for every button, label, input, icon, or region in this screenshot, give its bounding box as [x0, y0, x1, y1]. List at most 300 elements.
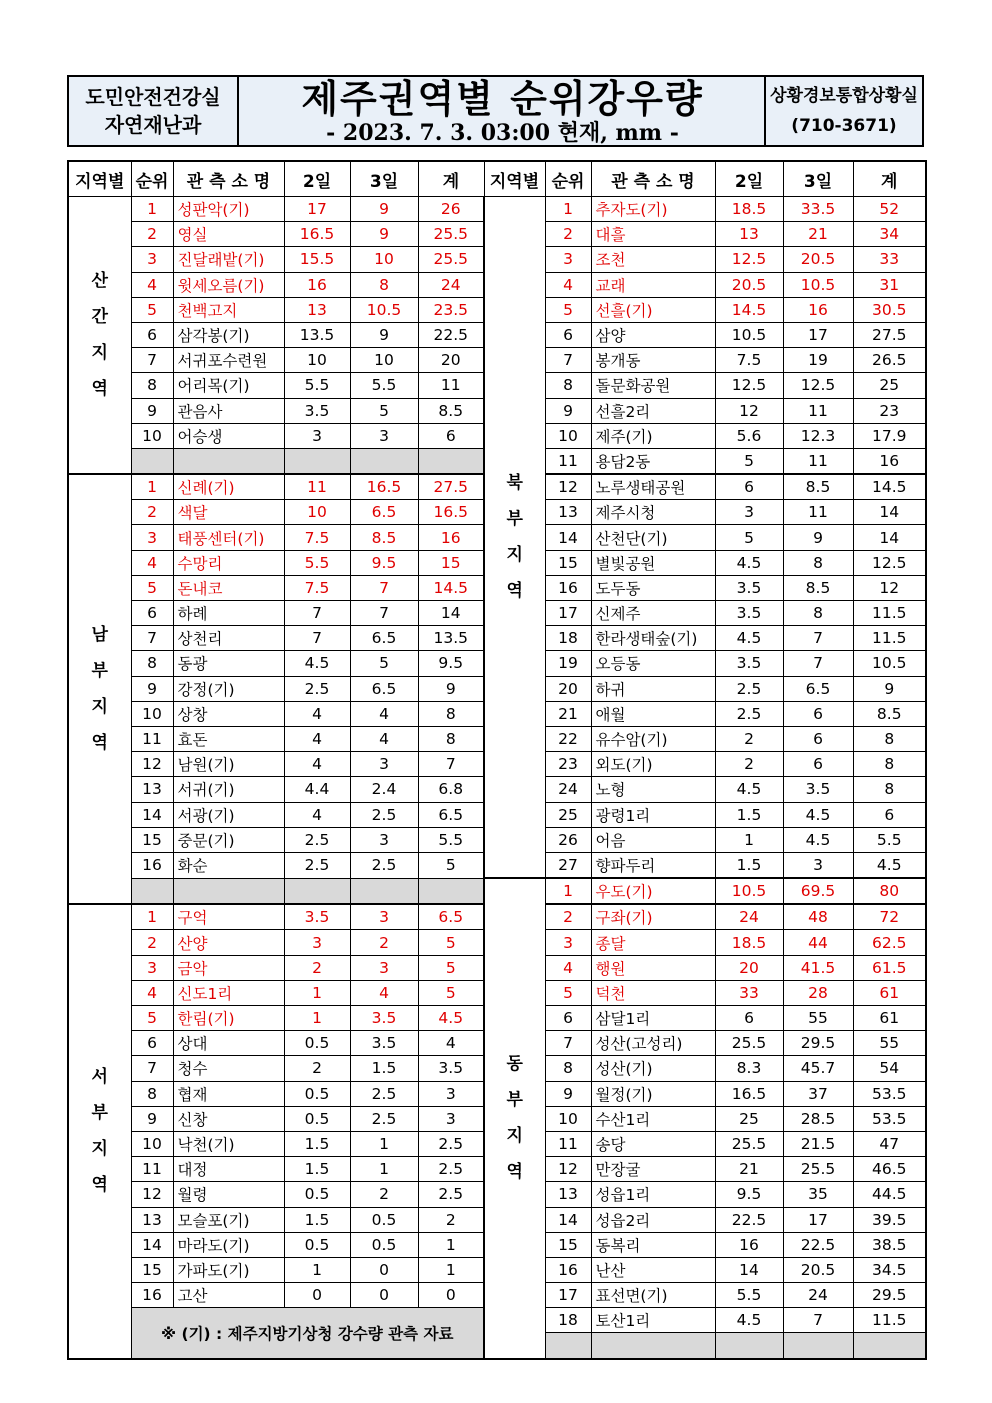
day3-value: 0 [350, 1283, 418, 1308]
total-value: 31 [853, 272, 926, 297]
day3-value: 10.5 [350, 297, 418, 322]
rank: 11 [131, 1157, 173, 1182]
station-name: 어음 [591, 827, 715, 852]
total-value: 6 [418, 423, 484, 448]
rank: 15 [131, 1257, 173, 1282]
station-name: 유수암(기) [591, 726, 715, 751]
day3-value: 29.5 [783, 1031, 853, 1056]
day3-value: 10 [350, 247, 418, 272]
station-name: 만장굴 [591, 1157, 715, 1182]
day3-value: 35 [783, 1182, 853, 1207]
day2-value: 5.5 [715, 1283, 783, 1308]
department-line1: 도민안전건강실 [85, 85, 221, 109]
column-header: 2일 [715, 161, 783, 197]
region-label-r1 [484, 878, 545, 1359]
station-name: 서귀(기) [173, 777, 284, 802]
station-name: 하귀 [591, 676, 715, 701]
day3-value: 44 [783, 930, 853, 955]
day2-value: 11 [284, 474, 350, 500]
day3-value: 6 [783, 752, 853, 777]
day2-value: 1.5 [284, 1207, 350, 1232]
rank: 26 [545, 827, 591, 852]
total-value: 29.5 [853, 1283, 926, 1308]
total-value: 5.5 [418, 827, 484, 852]
station-name: 수망리 [173, 550, 284, 575]
day2-value: 4.5 [715, 626, 783, 651]
rank: 6 [131, 322, 173, 347]
day2-value: 13 [715, 222, 783, 247]
total-value: 5.5 [853, 827, 926, 852]
station-name: 진달래밭(기) [173, 247, 284, 272]
column-header: 순위 [131, 161, 173, 197]
rank: 22 [545, 726, 591, 751]
rank: 12 [131, 1182, 173, 1207]
station-name: 마라도(기) [173, 1232, 284, 1257]
rank: 10 [545, 1106, 591, 1131]
rank: 24 [545, 777, 591, 802]
rank: 7 [131, 626, 173, 651]
column-header: 계 [418, 161, 484, 197]
total-value: 34 [853, 222, 926, 247]
table-row [68, 878, 926, 904]
column-header: 순위 [545, 161, 591, 197]
day3-value: 55 [783, 1006, 853, 1031]
day3-value: 2.5 [350, 802, 418, 827]
station-name: 구억 [173, 904, 284, 930]
day3-value: 3.5 [350, 1031, 418, 1056]
day2-value: 10 [284, 348, 350, 373]
day2-value: 0 [284, 1283, 350, 1308]
rank: 8 [545, 373, 591, 398]
rank: 9 [131, 676, 173, 701]
day2-value: 1.5 [284, 1131, 350, 1156]
day3-value: 4.5 [783, 827, 853, 852]
day3-value: 3 [350, 904, 418, 930]
station-name: 선흘2리 [591, 398, 715, 423]
day3-value: 20.5 [783, 1257, 853, 1282]
total-value: 55 [853, 1031, 926, 1056]
day3-value: 4 [350, 701, 418, 726]
rank: 17 [545, 601, 591, 626]
empty-cell [173, 448, 284, 474]
day2-value: 3.5 [715, 601, 783, 626]
total-value: 61 [853, 1006, 926, 1031]
rank: 11 [545, 448, 591, 474]
day3-value: 0 [350, 1257, 418, 1282]
rank: 3 [545, 247, 591, 272]
station-name: 추자도(기) [591, 197, 715, 222]
total-value: 46.5 [853, 1157, 926, 1182]
total-value: 27.5 [418, 474, 484, 500]
day3-value: 28 [783, 980, 853, 1005]
day2-value: 1 [284, 980, 350, 1005]
day3-value: 3 [350, 955, 418, 980]
station-name: 노루생태공원 [591, 474, 715, 500]
total-value: 15 [418, 550, 484, 575]
day2-value: 12.5 [715, 373, 783, 398]
station-name: 산양 [173, 930, 284, 955]
station-name: 천백고지 [173, 297, 284, 322]
total-value: 8 [853, 777, 926, 802]
total-value: 3.5 [418, 1056, 484, 1081]
station-name: 중문(기) [173, 827, 284, 852]
day3-value: 45.7 [783, 1056, 853, 1081]
station-name: 수산1리 [591, 1106, 715, 1131]
rank: 10 [131, 701, 173, 726]
day2-value: 0.5 [284, 1232, 350, 1257]
region-char: 지 [91, 1139, 108, 1160]
day3-value: 9 [783, 525, 853, 550]
rainfall-table [67, 160, 927, 1360]
total-value: 2 [418, 1207, 484, 1232]
day2-value: 6 [715, 474, 783, 500]
day3-value: 5 [350, 651, 418, 676]
total-value: 25.5 [418, 222, 484, 247]
region-char: 북 [506, 473, 523, 494]
station-name: 행원 [591, 955, 715, 980]
rank: 4 [545, 272, 591, 297]
total-value: 72 [853, 904, 926, 930]
station-name: 돌문화공원 [591, 373, 715, 398]
contact-office: 상황경보통합상황실 [770, 86, 918, 106]
day2-value: 25.5 [715, 1031, 783, 1056]
rank: 13 [131, 1207, 173, 1232]
station-name: 삼양 [591, 322, 715, 347]
region-label-0 [68, 197, 131, 475]
day3-value: 2.5 [350, 1106, 418, 1131]
day2-value: 5 [715, 525, 783, 550]
station-name: 가파도(기) [173, 1257, 284, 1282]
station-name: 성산(기) [591, 1056, 715, 1081]
day3-value: 21.5 [783, 1131, 853, 1156]
column-header: 2일 [284, 161, 350, 197]
day2-value: 7.5 [715, 348, 783, 373]
department-line2: 자연재난과 [104, 113, 202, 137]
day3-value: 24 [783, 1283, 853, 1308]
day2-value: 1.5 [715, 802, 783, 827]
rank: 16 [131, 1283, 173, 1308]
rank: 4 [131, 272, 173, 297]
rank: 14 [545, 525, 591, 550]
station-name: 신례(기) [173, 474, 284, 500]
station-name: 별빛공원 [591, 550, 715, 575]
station-name: 조천 [591, 247, 715, 272]
total-value: 39.5 [853, 1207, 926, 1232]
total-value: 13.5 [418, 626, 484, 651]
day3-value: 48 [783, 904, 853, 930]
total-value: 30.5 [853, 297, 926, 322]
day3-value: 0.5 [350, 1207, 418, 1232]
total-value: 9 [853, 676, 926, 701]
empty-cell [284, 448, 350, 474]
day2-value: 7 [284, 626, 350, 651]
station-name: 남원(기) [173, 752, 284, 777]
day3-value: 8.5 [783, 575, 853, 600]
total-value: 1 [418, 1232, 484, 1257]
rank: 5 [131, 1006, 173, 1031]
total-value: 25 [853, 373, 926, 398]
total-value: 61 [853, 980, 926, 1005]
station-name: 성판악(기) [173, 197, 284, 222]
day3-value: 11 [783, 448, 853, 474]
station-name: 애월 [591, 701, 715, 726]
rank: 1 [545, 878, 591, 904]
column-header: 관 측 소 명 [591, 161, 715, 197]
column-header: 지역별 [68, 161, 131, 197]
station-name: 월정(기) [591, 1081, 715, 1106]
day2-value: 13 [284, 297, 350, 322]
station-name: 색달 [173, 500, 284, 525]
rank: 21 [545, 701, 591, 726]
rank: 9 [131, 398, 173, 423]
day3-value: 9 [350, 222, 418, 247]
day2-value: 22.5 [715, 1207, 783, 1232]
day3-value: 1 [350, 1157, 418, 1182]
day3-value: 4 [350, 980, 418, 1005]
day3-value: 3.5 [350, 1006, 418, 1031]
total-value: 47 [853, 1131, 926, 1156]
rank: 13 [545, 500, 591, 525]
total-value: 9.5 [418, 651, 484, 676]
rank: 10 [545, 423, 591, 448]
day3-value: 41.5 [783, 955, 853, 980]
day2-value: 2 [715, 726, 783, 751]
day3-value: 1.5 [350, 1056, 418, 1081]
rank: 8 [131, 1081, 173, 1106]
station-name: 상천리 [173, 626, 284, 651]
day3-value: 10.5 [783, 272, 853, 297]
total-value: 0 [418, 1283, 484, 1308]
region-char: 지 [91, 697, 108, 718]
day2-value: 1 [284, 1006, 350, 1031]
station-name: 강정(기) [173, 676, 284, 701]
rank: 10 [131, 423, 173, 448]
empty-cell [350, 448, 418, 474]
region-char: 부 [91, 1103, 108, 1124]
footnote: ※ (기) : 제주지방기상청 강수량 관측 자료 [131, 1308, 484, 1359]
station-name: 종달 [591, 930, 715, 955]
column-header: 관 측 소 명 [173, 161, 284, 197]
station-name: 신창 [173, 1106, 284, 1131]
region-char: 역 [506, 581, 523, 602]
rank: 10 [131, 1131, 173, 1156]
rank: 3 [545, 930, 591, 955]
station-name: 협재 [173, 1081, 284, 1106]
total-value: 20 [418, 348, 484, 373]
day2-value: 10.5 [715, 878, 783, 904]
total-value: 12 [853, 575, 926, 600]
empty-cell [591, 1333, 715, 1359]
station-name: 성산(고성리) [591, 1031, 715, 1056]
rank: 15 [545, 550, 591, 575]
day2-value: 2 [284, 1056, 350, 1081]
total-value: 5 [418, 980, 484, 1005]
day3-value: 6 [783, 726, 853, 751]
total-value: 34.5 [853, 1257, 926, 1282]
day2-value: 2.5 [715, 701, 783, 726]
total-value: 54 [853, 1056, 926, 1081]
rank: 6 [545, 322, 591, 347]
day2-value: 3.5 [715, 651, 783, 676]
station-name: 제주(기) [591, 423, 715, 448]
day3-value: 28.5 [783, 1106, 853, 1131]
day3-value: 7 [350, 575, 418, 600]
station-name: 청수 [173, 1056, 284, 1081]
total-value: 4.5 [853, 852, 926, 878]
day3-value: 8 [783, 550, 853, 575]
day3-value: 69.5 [783, 878, 853, 904]
station-name: 산천단(기) [591, 525, 715, 550]
rank: 7 [545, 1031, 591, 1056]
day3-value: 22.5 [783, 1232, 853, 1257]
day3-value: 9.5 [350, 550, 418, 575]
page-title: 제주권역별 순위강우량 [301, 77, 704, 121]
station-name: 동광 [173, 651, 284, 676]
day3-value: 3 [350, 752, 418, 777]
station-name: 돈내코 [173, 575, 284, 600]
day2-value: 3 [715, 500, 783, 525]
total-value: 12.5 [853, 550, 926, 575]
total-value: 5 [418, 955, 484, 980]
day2-value: 2 [284, 955, 350, 980]
rank: 7 [545, 348, 591, 373]
station-name: 월령 [173, 1182, 284, 1207]
day2-value: 5 [715, 448, 783, 474]
table-header-row [68, 161, 926, 197]
rank: 19 [545, 651, 591, 676]
day3-value: 7 [783, 651, 853, 676]
rank: 5 [131, 297, 173, 322]
total-value: 2.5 [418, 1157, 484, 1182]
station-name: 서광(기) [173, 802, 284, 827]
day2-value: 6 [715, 1006, 783, 1031]
day2-value: 9.5 [715, 1182, 783, 1207]
rank: 3 [131, 955, 173, 980]
day3-value: 17 [783, 322, 853, 347]
region-label-2 [68, 904, 131, 1358]
day2-value: 14 [715, 1257, 783, 1282]
column-header: 3일 [350, 161, 418, 197]
region-label-1 [68, 474, 131, 904]
day3-value: 4 [350, 726, 418, 751]
station-name: 용담2동 [591, 448, 715, 474]
day2-value: 3.5 [284, 398, 350, 423]
day2-value: 5.5 [284, 550, 350, 575]
total-value: 8.5 [853, 701, 926, 726]
total-value: 9 [418, 676, 484, 701]
total-value: 24 [418, 272, 484, 297]
day2-value: 15.5 [284, 247, 350, 272]
report-header [67, 75, 924, 147]
total-value: 44.5 [853, 1182, 926, 1207]
day3-value: 6 [783, 701, 853, 726]
rank: 12 [131, 752, 173, 777]
total-value: 14 [853, 525, 926, 550]
day2-value: 33 [715, 980, 783, 1005]
rank: 16 [131, 852, 173, 878]
station-name: 신도1리 [173, 980, 284, 1005]
contact-box [764, 77, 922, 145]
region-char: 산 [91, 271, 108, 292]
rank: 3 [131, 525, 173, 550]
total-value: 10.5 [853, 651, 926, 676]
day2-value: 0.5 [284, 1182, 350, 1207]
station-name: 외도(기) [591, 752, 715, 777]
station-name: 덕천 [591, 980, 715, 1005]
station-name: 태풍센터(기) [173, 525, 284, 550]
day3-value: 8.5 [350, 525, 418, 550]
total-value: 17.9 [853, 423, 926, 448]
day2-value: 2.5 [284, 827, 350, 852]
rank: 14 [131, 1232, 173, 1257]
day3-value: 2 [350, 930, 418, 955]
day2-value: 25 [715, 1106, 783, 1131]
table-row [68, 197, 926, 222]
station-name: 하례 [173, 601, 284, 626]
rank: 4 [131, 550, 173, 575]
total-value: 26 [418, 197, 484, 222]
day3-value: 2.5 [350, 1081, 418, 1106]
total-value: 53.5 [853, 1106, 926, 1131]
day2-value: 0.5 [284, 1081, 350, 1106]
day2-value: 2.5 [715, 676, 783, 701]
day3-value: 5 [350, 398, 418, 423]
day3-value: 8.5 [783, 474, 853, 500]
rank: 2 [131, 222, 173, 247]
total-value: 3 [418, 1106, 484, 1131]
day2-value: 4.5 [715, 777, 783, 802]
day3-value: 3 [783, 852, 853, 878]
station-name: 금악 [173, 955, 284, 980]
total-value: 14 [853, 500, 926, 525]
rank: 6 [131, 601, 173, 626]
station-name: 한라생태숲(기) [591, 626, 715, 651]
total-value: 2.5 [418, 1131, 484, 1156]
rank: 2 [131, 500, 173, 525]
day3-value: 10 [350, 348, 418, 373]
region-char: 간 [91, 307, 108, 328]
day2-value: 2 [715, 752, 783, 777]
rank: 5 [545, 297, 591, 322]
station-name: 도두동 [591, 575, 715, 600]
total-value: 23.5 [418, 297, 484, 322]
day2-value: 10 [284, 500, 350, 525]
rank: 4 [545, 955, 591, 980]
station-name: 봉개동 [591, 348, 715, 373]
total-value: 14.5 [418, 575, 484, 600]
day3-value: 7 [783, 626, 853, 651]
rank: 9 [545, 1081, 591, 1106]
day3-value: 2.4 [350, 777, 418, 802]
rank: 27 [545, 852, 591, 878]
total-value: 16 [418, 525, 484, 550]
station-name: 동복리 [591, 1232, 715, 1257]
day2-value: 16.5 [715, 1081, 783, 1106]
rank: 15 [131, 827, 173, 852]
day2-value: 4.5 [284, 651, 350, 676]
region-char: 역 [506, 1162, 523, 1183]
total-value: 27.5 [853, 322, 926, 347]
rank: 12 [545, 474, 591, 500]
day2-value: 25.5 [715, 1131, 783, 1156]
total-value: 2.5 [418, 1182, 484, 1207]
day3-value: 20.5 [783, 247, 853, 272]
station-name: 송당 [591, 1131, 715, 1156]
day2-value: 4 [284, 726, 350, 751]
day3-value: 6.5 [350, 676, 418, 701]
rank: 9 [545, 398, 591, 423]
day2-value: 4 [284, 701, 350, 726]
